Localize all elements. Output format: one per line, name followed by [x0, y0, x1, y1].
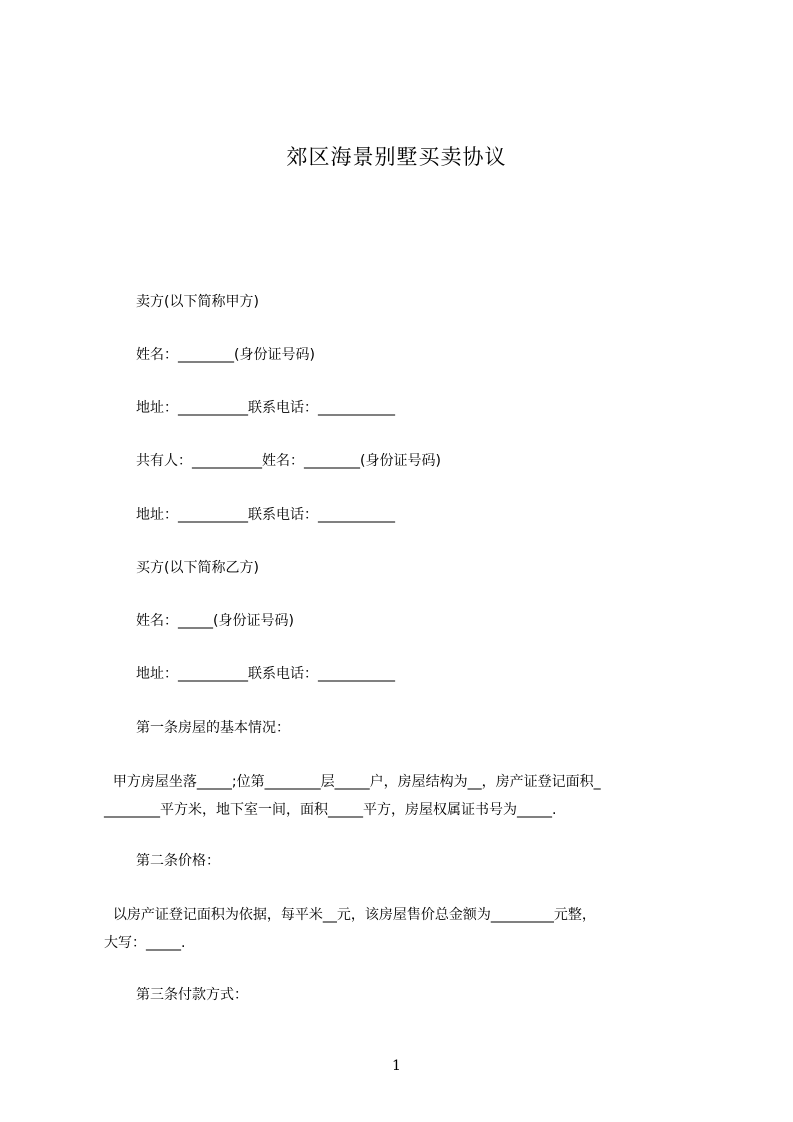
section-3-heading: 第三条付款方式：	[136, 987, 248, 1003]
co-owner-line: 共有人：__________姓名：________(身份证号码)	[136, 453, 441, 469]
seller-heading: 卖方(以下简称甲方)	[136, 294, 259, 310]
section-1-heading: 第一条房屋的基本情况：	[136, 720, 290, 736]
section-1-paragraph: 甲方房屋坐落_____;位第________层_____户，房屋结构为__，房产证登记面积_ ________平方米，地下室一间，面积_____平方，房屋权属证书号为_____.	[104, 774, 601, 818]
document-title: 郊区海景别墅买卖协议	[286, 145, 507, 169]
co-owner-address-line: 地址：__________联系电话：___________	[136, 507, 395, 523]
section-2-paragraph: 以房产证登记面积为依据，每平米__元，该房屋售价总金额为_________元整， 大写：_____.	[104, 907, 596, 951]
page-number: 1	[392, 1058, 401, 1074]
buyer-name-line: 姓名：_____(身份证号码)	[136, 613, 294, 629]
section-2-heading: 第二条价格：	[136, 853, 220, 869]
buyer-heading: 买方(以下简称乙方)	[136, 560, 259, 576]
seller-name-line: 姓名：________(身份证号码)	[136, 347, 315, 363]
buyer-address-line: 地址：__________联系电话：___________	[136, 666, 395, 682]
seller-address-line: 地址：__________联系电话：___________	[136, 400, 395, 416]
